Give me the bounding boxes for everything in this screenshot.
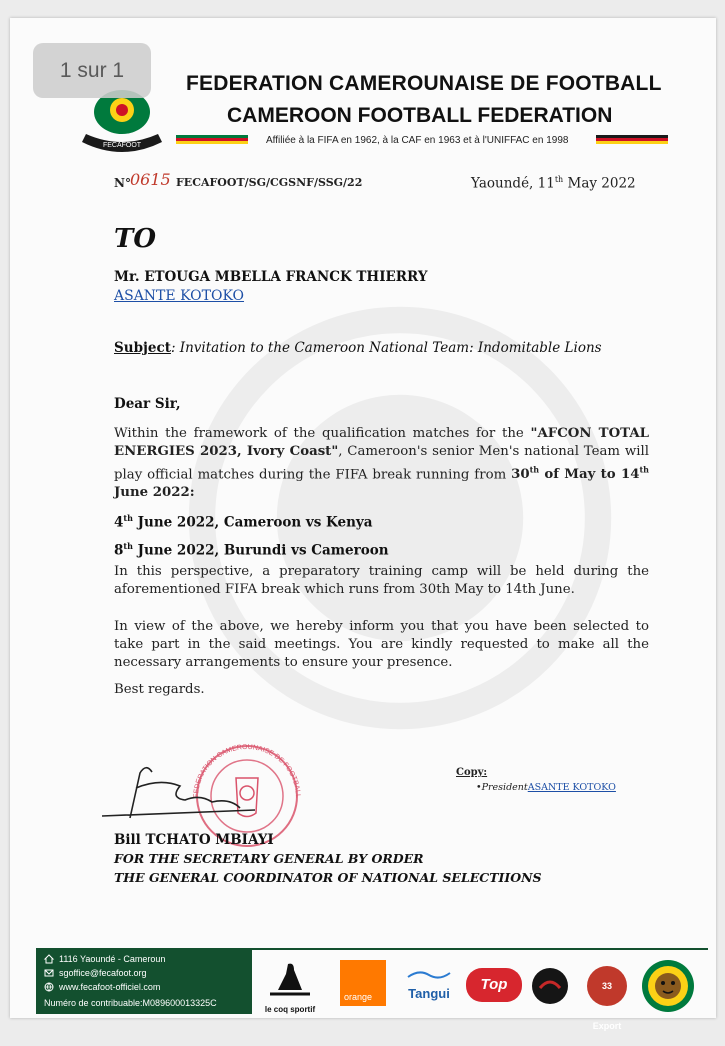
footer-taxpayer: Numéro de contribuable:M089600013325C xyxy=(44,998,217,1008)
recipient-club: ASANTE KOTOKO xyxy=(114,288,245,304)
salutation: Dear Sir, xyxy=(114,396,181,412)
sponsor-lecoqsportif: le coq sportif xyxy=(258,960,322,1012)
svg-text:FEDERATION CAMEROUNAISE DE FOO: FEDERATION CAMEROUNAISE DE FOOTBALL xyxy=(192,743,302,799)
to-heading: TO xyxy=(114,224,156,254)
wave-icon xyxy=(404,969,454,981)
sponsor-orange: orange xyxy=(340,960,386,1006)
footer-divider xyxy=(252,948,708,950)
copy-label: Copy: xyxy=(456,767,488,778)
signer-title-1: FOR THE SECRETARY GENERAL BY ORDER xyxy=(114,851,424,866)
subject-line: Subject: Invitation to the Cameroon National Team: Indomitable Lions xyxy=(114,340,602,356)
svg-text:FECAFOOT: FECAFOOT xyxy=(102,142,142,149)
indomitable-lions-logo-icon xyxy=(640,958,696,1014)
rooster-icon xyxy=(258,960,322,1000)
closing-regards: Best regards. xyxy=(114,682,205,697)
handwritten-signature-icon xyxy=(100,758,260,828)
signer-title-2: THE GENERAL COORDINATOR OF NATIONAL SELECTIIONS xyxy=(114,870,542,885)
federation-name-french: FEDERATION CAMEROUNAISE DE FOOTBALL xyxy=(186,72,662,95)
recipient-name: Mr. ETOUGA MBELLA FRANCK THIERRY xyxy=(114,269,428,285)
footer-email[interactable]: sgoffice@fecafoot.org xyxy=(59,968,147,978)
copy-recipient: •PresidentASANTE KOTOKO xyxy=(476,782,616,793)
flag-stripe-right xyxy=(596,135,668,144)
flag-stripe-left xyxy=(176,135,248,144)
affiliation-text: Affiliée à la FIFA en 1962, à la CAF en 1963 et à l'UNIFFAC en 1998 xyxy=(266,135,569,146)
paragraph-training-camp: In this perspective, a preparatory training camp will be held during the aforementioned FIFA break which runs from 30th May to 14th June. xyxy=(114,564,649,597)
sponsor-33-export: 33 Export xyxy=(587,966,627,1006)
footer-website[interactable]: www.fecafoot-officiel.com xyxy=(59,982,161,992)
federation-name-english: CAMEROON FOOTBALL FEDERATION xyxy=(227,104,613,127)
sponsor-tangui: Tangui xyxy=(404,968,454,1004)
mail-icon xyxy=(44,968,54,978)
sponsor-top: Top xyxy=(466,968,522,1002)
match-2: 8th June 2022, Burundi vs Cameroon xyxy=(114,541,389,559)
match-1: 4th June 2022, Cameroon vs Kenya xyxy=(114,513,373,531)
paragraph-selection: In view of the above, we hereby inform you that you have been selected to take part in the said meetings. You are kindly requested to make all the necessary arrangements to ensure your presence. xyxy=(114,619,649,670)
footer-contact-box xyxy=(36,948,252,1014)
paragraph-intro: Within the framework of the qualification matches for the "AFCON TOTAL ENERGIES 2023, Ivory Coast", Cameroon's senior Men's national Team will play official matches during the FIFA break running from 30th of May to 14th June 2022: xyxy=(114,426,649,501)
document-page xyxy=(10,18,716,1031)
globe-icon xyxy=(44,982,54,992)
home-icon xyxy=(44,954,54,964)
letter-date: Yaoundé, 11th May 2022 xyxy=(471,175,636,192)
reference-code: FECAFOOT/SG/CGSNF/SSG/22 xyxy=(176,176,363,189)
footer-address: 1116 Yaoundé - Cameroun xyxy=(59,954,166,964)
signer-name: Bill TCHATO MBIAYI xyxy=(114,832,274,848)
reference-number: 0615 xyxy=(130,170,171,189)
page-indicator-badge: 1 sur 1 xyxy=(33,43,151,98)
reference-prefix: N° xyxy=(114,176,131,190)
sponsor-black-logo-icon xyxy=(530,966,570,1006)
